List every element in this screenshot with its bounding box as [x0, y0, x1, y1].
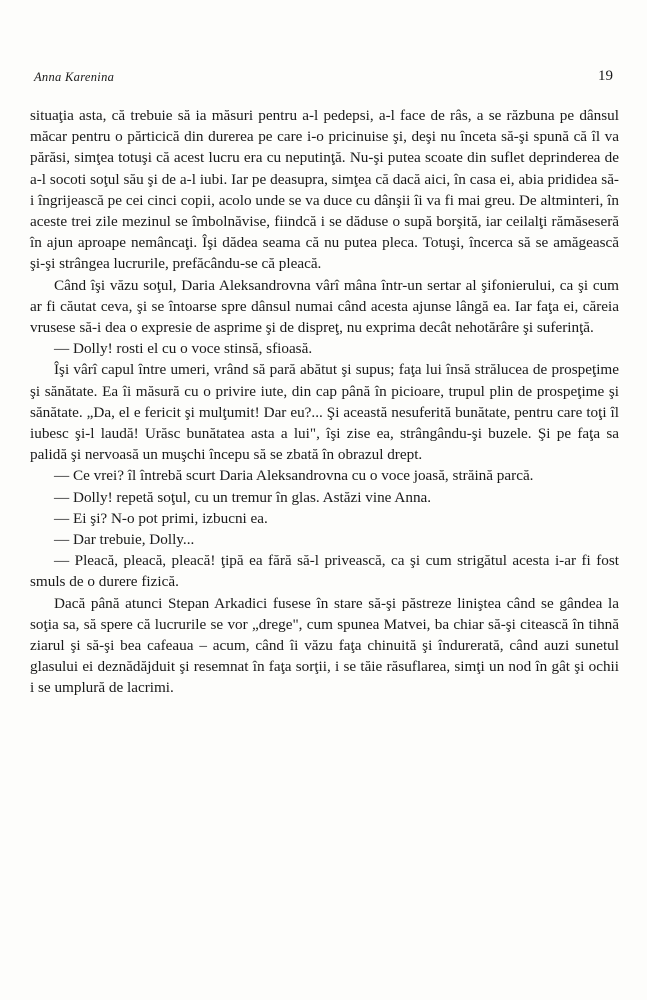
page-number: 19	[598, 68, 613, 84]
dialogue-line: — Dolly! repetă soţul, cu un tremur în glas. Astăzi vine Anna.	[54, 488, 432, 506]
page-header	[34, 70, 613, 90]
dialogue-line: — Ce vrei? îl întrebă scurt Daria Aleksandrovna cu o voce joasă, străină parcă.	[54, 467, 534, 485]
paragraph-continuation: situaţia asta, că trebuie să ia măsuri pentru a-l pedepsi, a-l face de râs, a se răzbuna pe dânsul măcar pentru o părticică din durerea pe care i-o pricinuise şi, deşi nu înceta să-şi spună că îl va părăsi, simţea totuşi că acest lucru era cu neputinţă. Nu-şi putea scoate din suflet deprinderea de a-l socoti soţul său şi de a-l iubi. Iar pe deasupra, simţea că dacă aici, în casa ei, abia prididea să-i îngrijească pe cei cinci copii, acolo unde se va duce cu dânşii îi va fi mai greu. De altminteri, în aceste trei zile mezinul se îmbolnăvise, fiindcă i se dăduse o supă borşită, iar ceilalţi rămăseseră în ajun aproape nemâncaţi. Îşi dădea seama că nu putea pleca. Totuşi, încerca să se amăgească şi-şi strângea lucrurile, prefăcându-se că pleacă.	[30, 107, 619, 273]
page-body	[30, 105, 619, 699]
paragraph: Îşi vârî capul între umeri, vrând să pară abătut şi supus; faţa lui însă strălucea de prospeţime şi sănătate. Ea îi măsură cu o privire iute, din cap până în picioare, trupul plin de prospeţime şi sănătate. „Da, el e fericit şi mulţumit! Dar eu?... Şi această nesuferită bunătate, pentru care toţi îl iubesc şi-l laudă! Urăsc bunătatea asta a lui", îşi zise ea, strângându-şi buzele. Şi pe faţa sa palidă şi nervoasă un muşchi începu să se zbată în obrazul drept.	[30, 361, 619, 464]
paragraph: Dacă până atunci Stepan Arkadici fusese în stare să-şi păstreze liniştea când se gândea la soţia sa, să spere că lucrurile se vor „drege", cum spunea Matvei, ba chiar să-şi citească în tihnă ziarul şi să-şi bea cafeaua – acum, când îi văzu faţa chinuită şi îndurerată, când auzi sunetul glasului ei deznădăjduit şi resemnat în faţa sorţii, i se tăie răsuflarea, simţi un nod în gât şi ochii i se umplură de lacrimi.	[30, 594, 619, 697]
paragraph: Când îşi văzu soţul, Daria Aleksandrovna vârî mâna într-un sertar al şifonierului, ca şi cum ar fi căutat ceva, şi se întoarse spre dânsul numai când acesta ajunse lângă ea. Iar faţa ei, căreia vrusese să-i dea o expresie de asprime şi de dispreţ, nu exprima decât nehotărâre şi suferinţă.	[30, 276, 619, 337]
dialogue-line: — Pleacă, pleacă, pleacă! ţipă ea fără să-l privească, ca şi cum strigătul acesta i-ar fi fost smuls de o durere fizică.	[30, 552, 619, 591]
dialogue-line: — Dar trebuie, Dolly...	[54, 531, 195, 549]
dialogue-line: — Ei şi? N-o pot primi, izbucni ea.	[54, 509, 268, 527]
running-title: Anna Karenina	[34, 70, 115, 84]
dialogue-line: — Dolly! rosti el cu o voce stinsă, sfioasă.	[54, 340, 313, 358]
